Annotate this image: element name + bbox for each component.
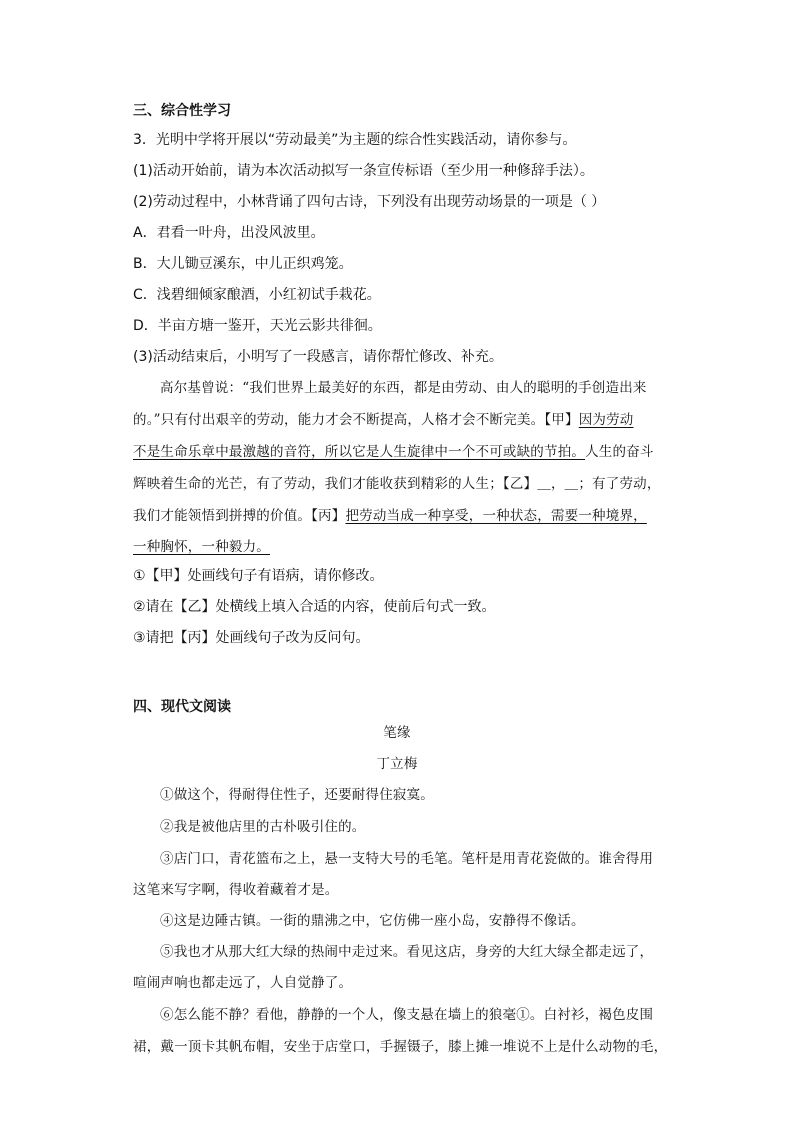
- passage-line: [133, 506, 647, 526]
- paragraph-3: ③店门口，青花篮布之上，悬一支特大号的毛笔。笔杆是用青花瓷做的。谁舍得用: [160, 851, 654, 867]
- article-title: 笔缘: [383, 725, 411, 741]
- underlined-sentence-jia: 不是生命乐章中最激越的音符，所以它是人生旋律中一个不可或缺的节拍。: [133, 444, 586, 460]
- passage-text: 我们才能领悟到拼搏的价值。【丙】: [133, 508, 346, 524]
- passage-line: 高尔基曾说：“我们世界上最美好的东西，都是由劳动、由人的聪明的手创造出来: [160, 380, 647, 396]
- passage-line: [133, 442, 654, 462]
- paragraph-4: ④这是边陲古镇。一街的鼎沸之中，它仿佛一座小岛，安静得不像话。: [160, 913, 585, 929]
- paragraph-1: ①做这个，得耐得住性子，还要耐得住寂寞。: [160, 787, 434, 803]
- passage-line: 辉映着生命的光芒，有了劳动，我们才能收获到精彩的人生；【乙】＿，＿；有了劳动，: [133, 476, 661, 492]
- article-author: 丁立梅: [376, 756, 418, 772]
- sub-question-1: ①【甲】处画线句子有语病，请你修改。: [133, 568, 384, 584]
- paragraph-3-cont: 这笔来写字啊，得收着藏着才是。: [133, 882, 339, 898]
- passage-text: 的。”只有付出艰辛的劳动，能力才会不断提高，人格才会不断完美。【甲】: [133, 412, 579, 428]
- underlined-sentence-jia: 因为劳动: [578, 412, 634, 428]
- paragraph-6-cont: 裙，戴一顶卡其帆布帽，安坐于店堂口，手握镊子，膝上摊一堆说不上是什么动物的毛，: [133, 1039, 668, 1055]
- question-3-part-2: (2)劳动过程中，小林背诵了四句古诗，下列没有出现劳动场景的一项是（ ）: [133, 194, 606, 210]
- section-heading: 四、现代文阅读: [133, 699, 231, 715]
- sub-question-2: ②请在【乙】处横线上填入合适的内容，使前后句式一致。: [133, 599, 496, 615]
- passage-line: [133, 410, 634, 430]
- paragraph-6: ⑥怎么能不静？看他，静静的一个人，像支悬在墙上的狼毫①。白衬衫，褐色皮围: [160, 1007, 654, 1023]
- underlined-sentence-bing: 一种胸怀，一种毅力。: [133, 539, 270, 555]
- option-d: D．半亩方塘一鉴开，天光云影共徘徊。: [133, 318, 382, 334]
- paragraph-2: ②我是被他店里的古朴吸引住的。: [160, 819, 366, 835]
- option-a: A．君看一叶舟，出没风波里。: [133, 225, 325, 241]
- section-heading: 三、综合性学习: [133, 103, 231, 119]
- paragraph-5-cont: 喧闹声响也都走远了，人自觉静了。: [133, 975, 353, 991]
- question-3-part-1: (1)活动开始前，请为本次活动拟写一条宣传标语（至少用一种修辞手法）。: [133, 163, 594, 179]
- option-b: B．大儿锄豆溪东，中儿正织鸡笼。: [133, 256, 353, 272]
- passage-text: 人生的奋斗: [585, 444, 654, 460]
- question-3-part-3: (3)活动结束后，小明写了一段感言，请你帮忙修改、补充。: [133, 349, 503, 365]
- question-3-intro: 3．光明中学将开展以“劳动最美”为主题的综合性实践活动，请你参与。: [133, 132, 577, 148]
- paragraph-5: ⑤我也才从那大红大绿的热闹中走过来。看见这店，身旁的大红大绿全都走远了，: [160, 944, 654, 960]
- option-c: C．浅碧细倾家酿酒，小红初试手栽花。: [133, 287, 381, 303]
- underlined-sentence-bing: 把劳动当成一种享受，一种状态，需要一种境界，: [345, 508, 647, 524]
- sub-question-3: ③请把【丙】处画线句子改为反问句。: [133, 630, 370, 646]
